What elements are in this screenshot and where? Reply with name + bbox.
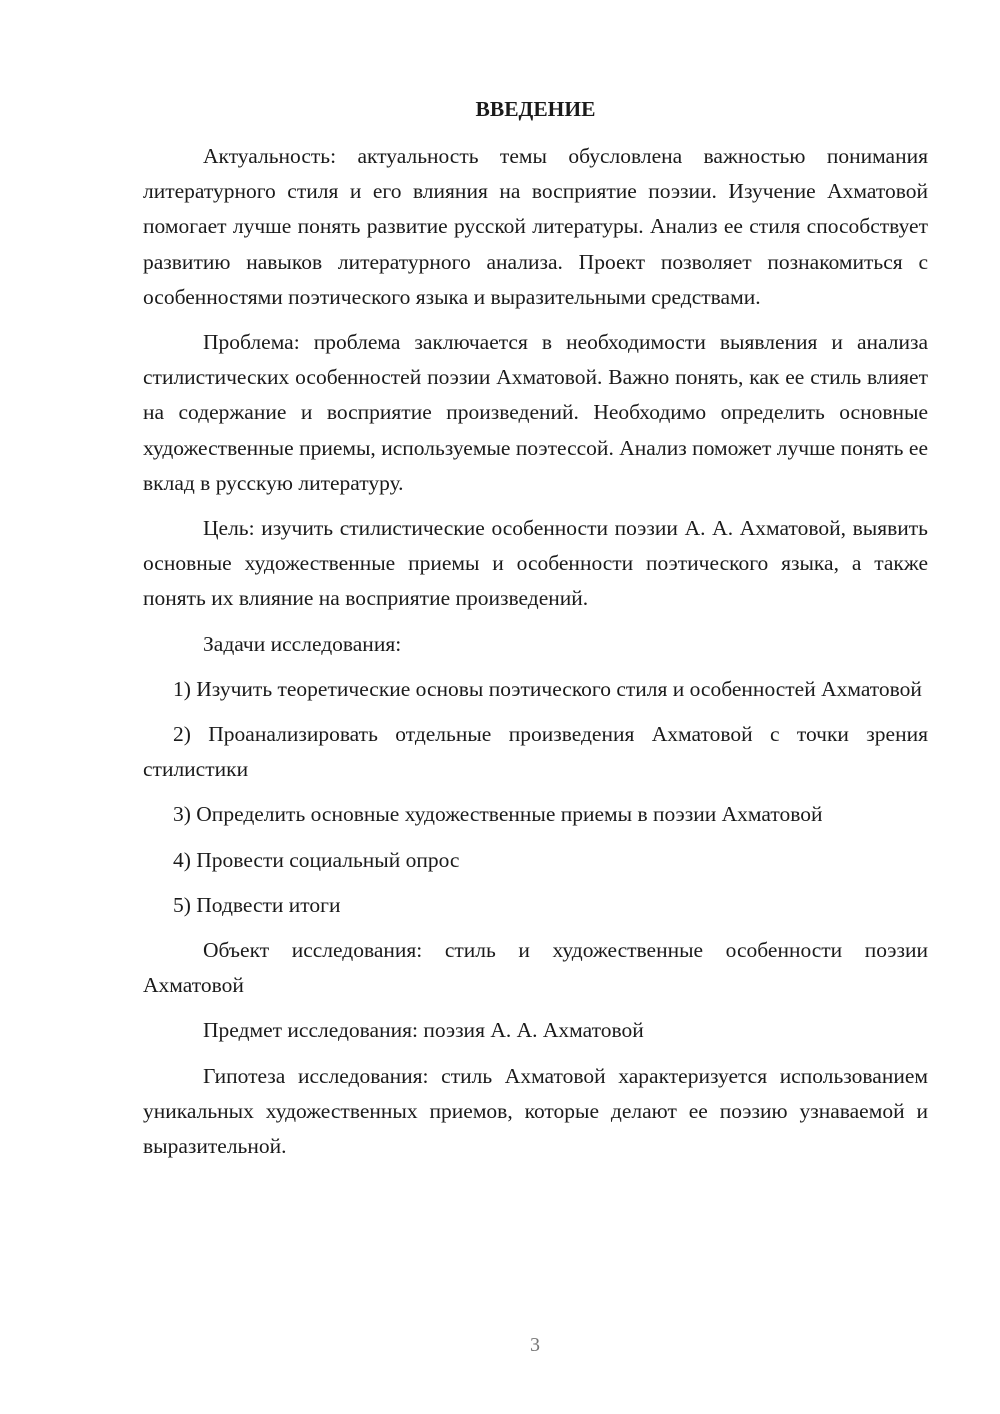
hypothesis-paragraph: Гипотеза исследования: стиль Ахматовой характеризуется использованием уникальных художественных приемов, которые делают ее поэзию узнаваемой и выразительной. [143,1063,928,1159]
task-item-3: 3) Определить основные художественные приемы в поэзии Ахматовой [173,802,823,827]
task-item-5: 5) Подвести итоги [173,892,341,917]
goal-paragraph: Цель: изучить стилистические особенности поэзии А. А. Ахматовой, выявить основные художественные приемы и особенности поэтического языка, а также понять их влияние на восприятие произведений. [143,516,928,611]
page-body [143,92,928,1174]
subject-paragraph: Предмет исследования: поэзия А. А. Ахматовой [203,1018,644,1043]
tasks-title: Задачи исследования: [203,631,402,656]
page-number: 3 [530,1334,540,1356]
problem-paragraph: Проблема: проблема заключается в необходимости выявления и анализа стилистических особенностей поэзии Ахматовой. Важно понять, как ее стиль влияет на содержание и восприятие произведений. Необходимо определить основные художественные приемы, используемые поэтессой. Анализ поможет лучше понять ее вклад в русскую литературу. [143,330,928,495]
section-heading: ВВЕДЕНИЕ [475,97,596,121]
object-paragraph: Объект исследования: стиль и художественные особенности поэзии Ахматовой [143,938,928,998]
task-item-1: 1) Изучить теоретические основы поэтического стиля и особенностей Ахматовой [173,676,922,701]
task-item-2: 2) Проанализировать отдельные произведения Ахматовой с точки зрения стилистики [143,722,928,782]
relevance-paragraph: Актуальность: актуальность темы обусловлена важностью понимания литературного стиля и его влияния на восприятие поэзии. Изучение Ахматовой помогает лучше понять развитие русской литературы. Анализ ее стиля способствует развитию навыков литературного анализа. Проект позволяет познакомиться с особенностями поэтического языка и выразительными средствами. [143,144,928,309]
task-item-4: 4) Провести социальный опрос [173,847,460,872]
